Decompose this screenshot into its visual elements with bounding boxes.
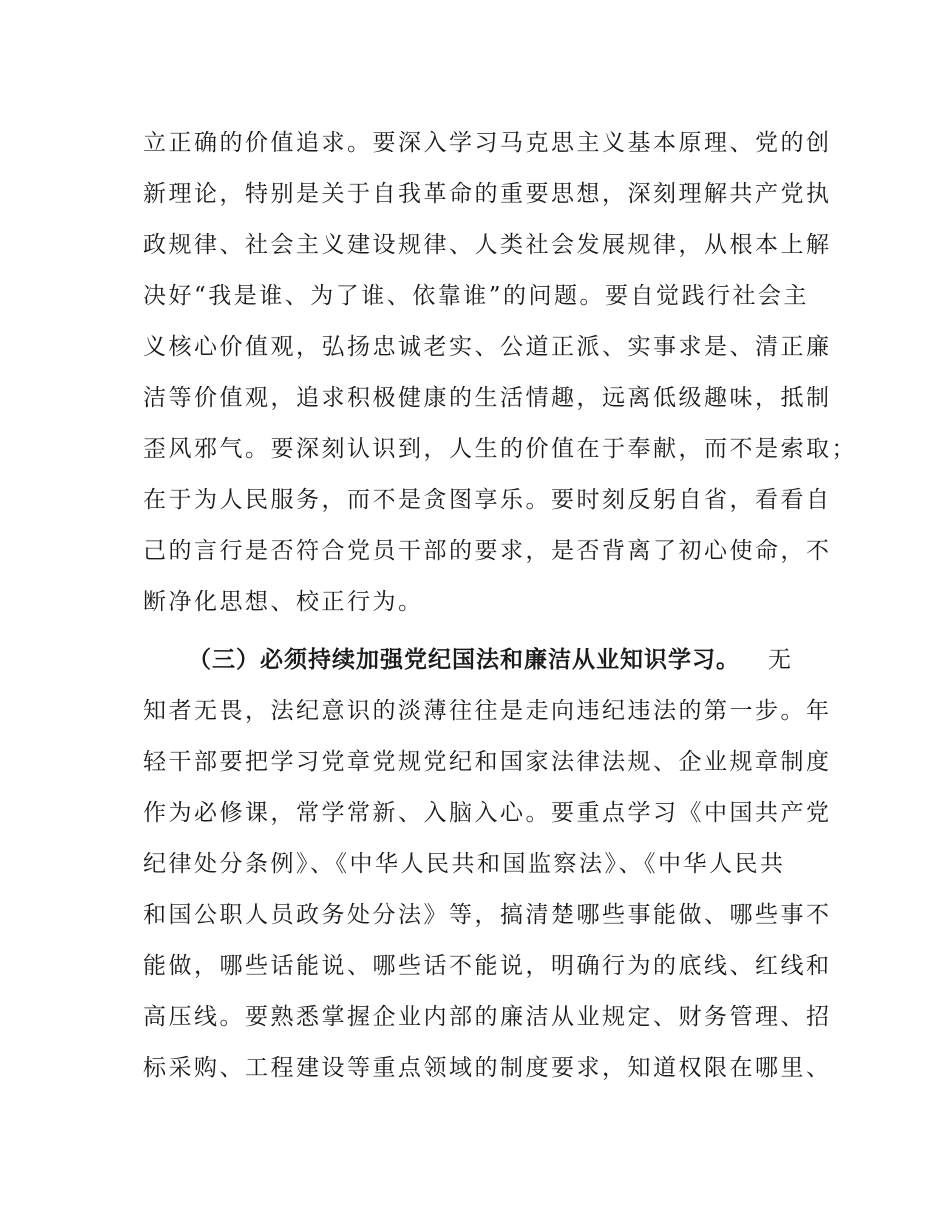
paragraph-line: 作为必修课，常学常新、入脑入心。要重点学习《中国共产党	[143, 800, 832, 826]
paragraph-line: 标采购、工程建设等重点领域的制度要求，知道权限在哪里、	[143, 1055, 832, 1081]
paragraph-line: 立正确的价值追求。要深入学习马克思主义基本原理、党的创	[143, 130, 832, 156]
paragraph-line: 洁等价值观，追求积极健康的生活情趣，远离低级趣味，抵制	[143, 385, 832, 411]
section-heading-line	[188, 640, 833, 680]
paragraph-line: 轻干部要把学习党章党规党纪和国家法律法规、企业规章制度	[143, 749, 832, 775]
section-heading: （三）必须持续加强党纪国法和廉洁从业知识学习。	[188, 647, 740, 673]
paragraph-line: 知者无畏，法纪意识的淡薄往往是走向违纪违法的第一步。年	[143, 698, 832, 724]
paragraph-line: 新理论，特别是关于自我革命的重要思想，深刻理解共产党执	[143, 181, 832, 207]
paragraph-line: 政规律、社会主义建设规律、人类社会发展规律，从根本上解	[143, 232, 832, 258]
paragraph-line: 义核心价值观，弘扬忠诚老实、公道正派、实事求是、清正廉	[143, 334, 832, 360]
paragraph-line: 能做，哪些话能说、哪些话不能说，明确行为的底线、红线和	[143, 953, 832, 979]
paragraph-text: 无	[768, 647, 794, 673]
paragraph-line: 和国公职人员政务处分法》等，搞清楚哪些事能做、哪些事不	[143, 902, 832, 928]
paragraph-line: 歪风邪气。要深刻认识到，人生的价值在于奉献，而不是索取；	[143, 436, 857, 462]
paragraph-line: 断净化思想、校正行为。	[143, 589, 424, 615]
paragraph-line: 决好“我是谁、为了谁、依靠谁”的问题。要自觉践行社会主	[143, 283, 810, 309]
paragraph-line: 高压线。要熟悉掌握企业内部的廉洁从业规定、财务管理、招	[143, 1004, 832, 1030]
paragraph-line: 在于为人民服务，而不是贪图享乐。要时刻反躬自省，看看自	[143, 487, 832, 513]
paragraph-line: 己的言行是否符合党员干部的要求，是否背离了初心使命，不	[143, 538, 832, 564]
paragraph-line: 纪律处分条例》、《中华人民共和国监察法》、《中华人民共	[143, 851, 786, 877]
